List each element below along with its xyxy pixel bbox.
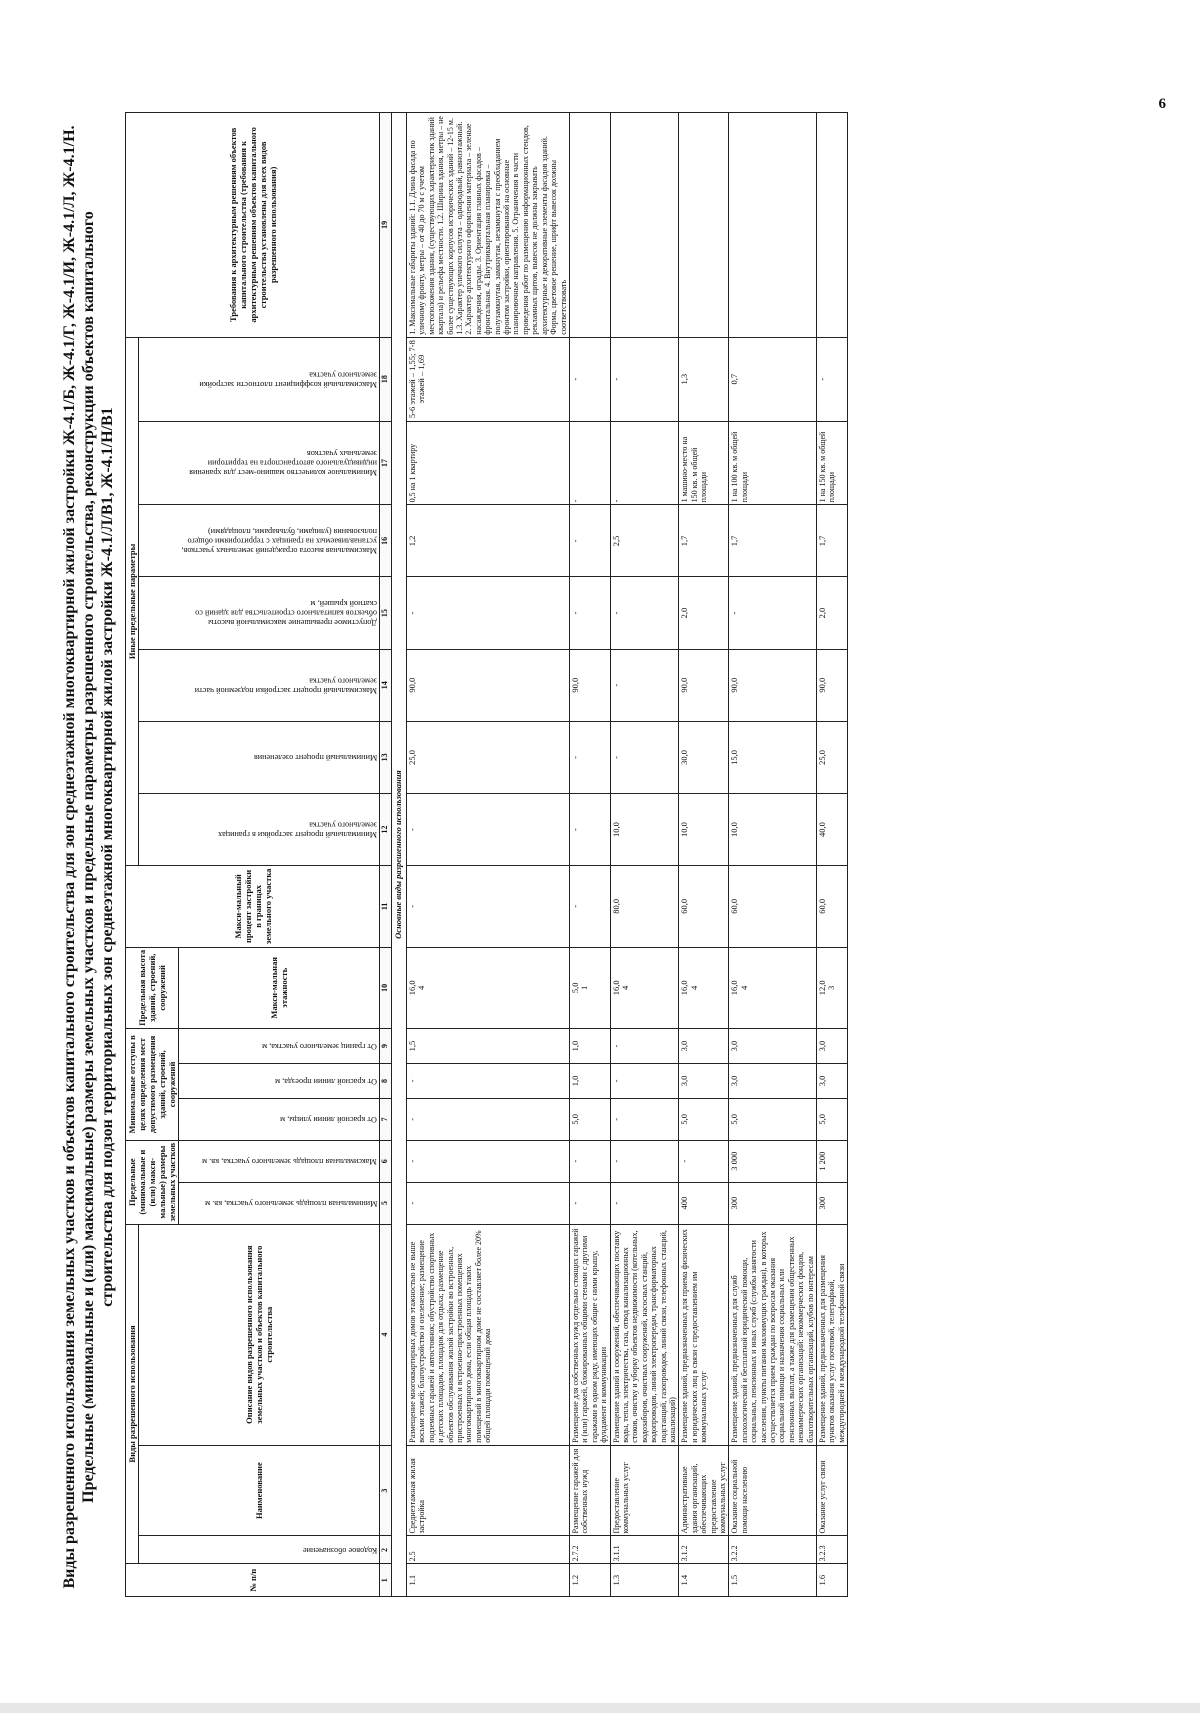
row-description: Размещение для собственных нужд отдельно стоящих гаражей и (или) гаражей, блокированных общими стенами с другими гаражами в одном ряду, имеющих общие с ними крышу, фундамент и коммуникации: [569, 1224, 610, 1445]
header-max-area: Максимальная площадь земельного участка, кв. м: [179, 1140, 380, 1182]
row-floors-value: 4: [738, 985, 749, 990]
header-min-area: Минимальная площадь земельного участка, кв. м: [179, 1182, 380, 1224]
table-row: [407, 112, 570, 1596]
title-line-2: строительства для подзон территориальных зон среднеэтажной многоквартирной жилой застройки Ж-4.1/Л/В1, Ж-4.1/Н/В1: [99, 406, 116, 1307]
row-height: [610, 947, 679, 1028]
row-number: 1.6: [817, 1563, 848, 1596]
row-height-value: 12,0: [817, 979, 828, 995]
row-setback-passage: 3,0: [729, 1063, 817, 1098]
row-max-area: -: [679, 1140, 729, 1182]
row-max-coverage: 60,0: [817, 865, 848, 946]
header-size-group: Предельные (минимальные и (или) макси-мальные) размеры земельных участков: [126, 1140, 179, 1224]
row-setback-street: 5,0: [817, 1098, 848, 1140]
header-setback-group: Минимальные отступы в целях определения мест допустимого размещения зданий, строений, сооружений: [126, 1028, 179, 1140]
row-max-area: -: [407, 1140, 570, 1182]
row-fence-height: 1,7: [729, 504, 817, 576]
colnum: 2: [380, 1536, 392, 1564]
row-min-area: -: [407, 1182, 570, 1224]
row-fence-height: 2,5: [610, 504, 679, 576]
table-row: [679, 112, 729, 1596]
row-height-value: 16,0: [407, 979, 417, 995]
row-floors-value: 3: [826, 985, 837, 990]
row-max-coverage: 60,0: [679, 865, 729, 946]
row-roof-excess: -: [407, 577, 570, 649]
row-setback-boundary: 3,0: [817, 1028, 848, 1063]
row-height: [817, 947, 848, 1028]
row-setback-passage: 3,0: [679, 1063, 729, 1098]
row-setback-boundary: -: [610, 1028, 679, 1063]
colnum: 8: [380, 1063, 392, 1098]
row-setback-street: -: [610, 1098, 679, 1140]
colnum: 10: [380, 947, 392, 1028]
row-min-area: -: [569, 1182, 610, 1224]
row-min-coverage: 10,0: [679, 793, 729, 865]
row-height-value: 16,0: [729, 979, 740, 995]
row-setback-boundary: 3,0: [729, 1028, 817, 1063]
row-parking: 0,5 на 1 квартиру: [407, 421, 570, 505]
header-from-street: От красной линии улицы, м: [179, 1098, 380, 1140]
colnum: 16: [380, 504, 392, 576]
header-p15: Допустимое превышение максимальной высоты объектов капитального строительства для зданий со скатной крышей, м: [139, 577, 380, 649]
row-floors-value: 1: [579, 985, 590, 990]
row-min-greening: 25,0: [407, 721, 570, 793]
table-row: [610, 112, 679, 1596]
row-min-greening: 30,0: [679, 721, 729, 793]
row-setback-street: 5,0: [679, 1098, 729, 1140]
row-setback-street: 5,0: [729, 1098, 817, 1140]
row-code: 3.2.2: [729, 1536, 817, 1564]
row-number: 1.4: [679, 1563, 729, 1596]
row-underground-coverage: 90,0: [729, 649, 817, 721]
header-height-group: Предельная высота зданий, строений, сооружений: [126, 947, 179, 1028]
header-max-floors: Макси-мальная этажность: [179, 947, 380, 1028]
colnum: 6: [380, 1140, 392, 1182]
rotated-page: [60, 77, 1140, 1637]
row-min-coverage: 10,0: [729, 793, 817, 865]
section-label: Основные виды разрешенного использования: [392, 112, 407, 1596]
row-max-coverage: 60,0: [729, 865, 817, 946]
row-parking: 1 на 150 кв. м общей площади: [817, 421, 848, 505]
row-number: 1.5: [729, 1563, 817, 1596]
row-code: 2.5: [407, 1536, 570, 1564]
row-code: 3.1.1: [610, 1536, 679, 1564]
colnum: 9: [380, 1028, 392, 1063]
row-description: Размещение многоквартирных домов этажностью не выше восьми этажей; благоустройство и озеленение; размещение подземных гаражей и автостоянок; обустройство спортивных и детских площадок, площадок для отдыха; размещение объектов обслуживания жилой застройки во встроенных, пристроенных и встроенно-пристроенных помещениях многоквартирного дома, если общая площадь таких помещений в многоквартирном доме не составляет более 20% общей площади помещений дома: [407, 1224, 570, 1445]
row-underground-coverage: 90,0: [817, 649, 848, 721]
row-floors-value: 4: [416, 985, 427, 990]
row-description: Размещение зданий, предназначенных для размещения пунктов оказания услуг почтовой, телеграфной, междугородней и международной телефонной связи: [817, 1224, 848, 1445]
row-number: 1.3: [610, 1563, 679, 1596]
colnum: 14: [380, 649, 392, 721]
row-roof-excess: 2,0: [679, 577, 729, 649]
row-fence-height: 1,7: [679, 504, 729, 576]
colnum: 3: [380, 1445, 392, 1536]
row-max-coverage: -: [407, 865, 570, 946]
row-underground-coverage: 90,0: [679, 649, 729, 721]
row-description: Размещение зданий, предназначенных для приема физических и юридических лиц в связи с предоставлением им коммунальных услуг: [679, 1224, 729, 1445]
row-density: 1,3: [679, 337, 729, 421]
header-max-coverage: Макси-мальный процент застройки в границах земельного участка: [126, 865, 380, 946]
row-number: 1.1: [407, 1563, 570, 1596]
row-setback-passage: -: [610, 1063, 679, 1098]
row-min-coverage: 40,0: [817, 793, 848, 865]
row-setback-boundary: 1,0: [569, 1028, 610, 1063]
colnum: 12: [380, 793, 392, 865]
row-setback-boundary: 3,0: [679, 1028, 729, 1063]
row-requirements: [569, 112, 610, 337]
colnum: 4: [380, 1224, 392, 1445]
row-max-area: 3 000: [729, 1140, 817, 1182]
row-max-area: -: [610, 1140, 679, 1182]
row-underground-coverage: -: [610, 649, 679, 721]
row-min-area: 400: [679, 1182, 729, 1224]
row-height: [407, 947, 570, 1028]
header-p17: Минимальное количество машино-мест для хранения индивидуального автотранспорта на территории земельных участков: [139, 421, 380, 505]
row-floors-value: 4: [688, 985, 699, 990]
row-min-greening: 15,0: [729, 721, 817, 793]
row-parking: -: [569, 421, 610, 505]
section-row: [392, 112, 407, 1596]
parameters-table: [125, 112, 848, 1597]
header-p16: Максимальная высота ограждений земельных участков, устанавливаемых на границах с территориями общего пользования (улицами, бульварами, площадями): [139, 504, 380, 576]
header-p18: Максимальный коэффициент плотности застройки земельного участка: [139, 337, 380, 421]
row-number: 1.2: [569, 1563, 610, 1596]
row-roof-excess: -: [569, 577, 610, 649]
colnum: 18: [380, 337, 392, 421]
header-other-group: Иные предельные параметры: [126, 337, 139, 865]
header-from-boundary: От границ земельного участка, м: [179, 1028, 380, 1063]
row-min-coverage: 10,0: [610, 793, 679, 865]
colnum: 7: [380, 1098, 392, 1140]
row-name: Оказание услуг связи: [817, 1445, 848, 1536]
row-density: -: [817, 337, 848, 421]
row-max-area: -: [569, 1140, 610, 1182]
row-setback-boundary: 1,5: [407, 1028, 570, 1063]
header-requirements: Требования к архитектурным решениям объектов капитального строительства (требования к архитектурным решениям объектов капитального строительства установлены для всех видов разрешенного использования): [126, 112, 380, 337]
row-requirements: [610, 112, 679, 337]
row-name: Административные здания организаций, обеспечивающих предоставление коммунальных услуг: [679, 1445, 729, 1536]
row-max-coverage: 80,0: [610, 865, 679, 946]
row-setback-passage: -: [407, 1063, 570, 1098]
table-row: [569, 112, 610, 1596]
row-requirements: [679, 112, 729, 337]
row-code: 2.7.2: [569, 1536, 610, 1564]
row-density: -: [610, 337, 679, 421]
row-density: -: [569, 337, 610, 421]
colnum: 17: [380, 421, 392, 505]
row-roof-excess: 2,0: [817, 577, 848, 649]
row-name: Среднеэтажная жилая застройка: [407, 1445, 570, 1536]
header-name: Наименование: [139, 1445, 380, 1536]
colnum: 5: [380, 1182, 392, 1224]
row-height: [679, 947, 729, 1028]
row-min-coverage: -: [569, 793, 610, 865]
colnum: 13: [380, 721, 392, 793]
scan-bottom-edge: [0, 1703, 1200, 1713]
row-setback-passage: 1,0: [569, 1063, 610, 1098]
row-description: Размещение зданий и сооружений, обеспечивающих поставку воды, тепла, электричества, газа, отвод канализационных стоков, очистку и уборку объектов недвижимости (котельных, водозаборов, очистных сооружений, насосных станций, водопроводов, линий электропередач, трансформаторных подстанций, газопроводов, линий связи, телефонных станций, канализаций): [610, 1224, 679, 1445]
row-requirements: 1. Максимальные габариты зданий: 1.1. Длина фасада по уличному фронту, метры – от 40 до 70 м с учетом местоположения здания, (существующих характеристик зданий квартала) и рельефа местности. 1.2. Ширина здания, метры – не более существующих корпусов исторических зданий – 12-15 м. 1.3. Характер уличного силуэта – однородный, равноэтажный. 2. Характер архитектурного оформления материала – зеленые насаждения, ограды. 3. Ориентация главных фасадов – фронтальная. 4. Внутриквартальная планировка – полузамкнутая, замкнутая, незамкнутая с преобладанием фронтом застройки, ориентированной на основные планировочные направления. 5. Ограничения в части проведения работ по размещению информационных стендов, рекламных щитов, вывесок не должны закрывать архитектурные и декоративные элементы фасадов зданий. Форма, цветовое решение, шрифт вывесок должны соответствовать: [407, 112, 570, 337]
colnum: 11: [380, 865, 392, 946]
colnum: 19: [380, 112, 392, 337]
row-underground-coverage: 90,0: [569, 649, 610, 721]
header-vri-group: Виды разрешенного использования: [126, 1224, 139, 1564]
row-requirements: [729, 112, 817, 337]
row-density: 5-6 этажей – 1,55; 7-8 этажей – 1,69: [407, 337, 570, 421]
row-setback-passage: 3,0: [817, 1063, 848, 1098]
row-floors-value: 4: [619, 985, 630, 990]
header-p13: Минимальный процент озеленения: [139, 721, 380, 793]
row-height-value: 5,0: [569, 982, 580, 993]
table-row: [817, 112, 848, 1596]
title-line-1: Виды разрешенного использования земельных участков и объектов капитального строительства для зон среднеэтажной многоквартирной жилой застройки Ж-4.1/Б, Ж-4.1/Г, Ж-4.1/И, Ж-4.1/Л, Ж-4.1/Н. Предельные (минимальные и (или) максимальные) размеры земельных участков и предельные параметры разрешенного строительства, реконструкции объектов капитального: [61, 124, 97, 1589]
row-height-value: 16,0: [610, 979, 621, 995]
row-roof-excess: -: [610, 577, 679, 649]
header-code: Кодовое обозначение: [139, 1536, 380, 1564]
row-min-area: -: [610, 1182, 679, 1224]
row-parking: -: [610, 421, 679, 505]
colnum: 1: [380, 1563, 392, 1596]
row-min-greening: -: [569, 721, 610, 793]
row-setback-street: 5,0: [569, 1098, 610, 1140]
row-max-coverage: -: [569, 865, 610, 946]
row-min-greening: -: [610, 721, 679, 793]
row-min-coverage: -: [407, 793, 570, 865]
colnum: 15: [380, 577, 392, 649]
header-num: № п/п: [126, 1563, 380, 1596]
row-parking: 1 машино-место на 150 кв. м общей площади: [679, 421, 729, 505]
row-roof-excess: -: [729, 577, 817, 649]
row-description: Размещение зданий, предназначенных для служб психологической и бесплатной юридической помощи, социальных, пенсионных и иных служб (службы занятости населения, пункты питания малоимущих граждан), в которых осуществляется прием граждан по вопросам оказания социальной помощи и назначения социальных или пенсионных выплат, а также для размещения общественных некоммерческих организаций: некоммерческих фондов, благотворительных организаций, клубов по интересам: [729, 1224, 817, 1445]
page-number: 6: [1158, 96, 1166, 112]
column-number-row: [380, 112, 392, 1596]
document-title: [60, 77, 125, 1637]
row-code: 3.2.3: [817, 1536, 848, 1564]
row-underground-coverage: 90,0: [407, 649, 570, 721]
row-height: [729, 947, 817, 1028]
row-requirements: [817, 112, 848, 337]
row-name: Оказание социальной помощи населению: [729, 1445, 817, 1536]
header-p14: Максимальный процент застройки подземной части земельного участка: [139, 649, 380, 721]
row-setback-street: -: [407, 1098, 570, 1140]
row-max-area: 1 200: [817, 1140, 848, 1182]
row-height: [569, 947, 610, 1028]
row-min-area: 300: [729, 1182, 817, 1224]
row-code: 3.1.2: [679, 1536, 729, 1564]
row-parking: 1 на 100 кв. м общей площади: [729, 421, 817, 505]
row-fence-height: -: [569, 504, 610, 576]
row-min-area: 300: [817, 1182, 848, 1224]
header-from-passage: От красной линии проезда, м: [179, 1063, 380, 1098]
header-description: Описание видов разрешенного использования земельных участков и объектов капитального строительства: [139, 1224, 380, 1445]
row-fence-height: 1,2: [407, 504, 570, 576]
row-fence-height: 1,7: [817, 504, 848, 576]
row-height-value: 16,0: [679, 979, 690, 995]
row-name: Предоставление коммунальных услуг: [610, 1445, 679, 1536]
table-row: [729, 112, 817, 1596]
row-name: Размещение гаражей для собственных нужд: [569, 1445, 610, 1536]
row-min-greening: 25,0: [817, 721, 848, 793]
header-row-1: [126, 112, 139, 1596]
header-p12: Минимальный процент застройки в границах земельного участка: [139, 793, 380, 865]
row-density: 0,7: [729, 337, 817, 421]
